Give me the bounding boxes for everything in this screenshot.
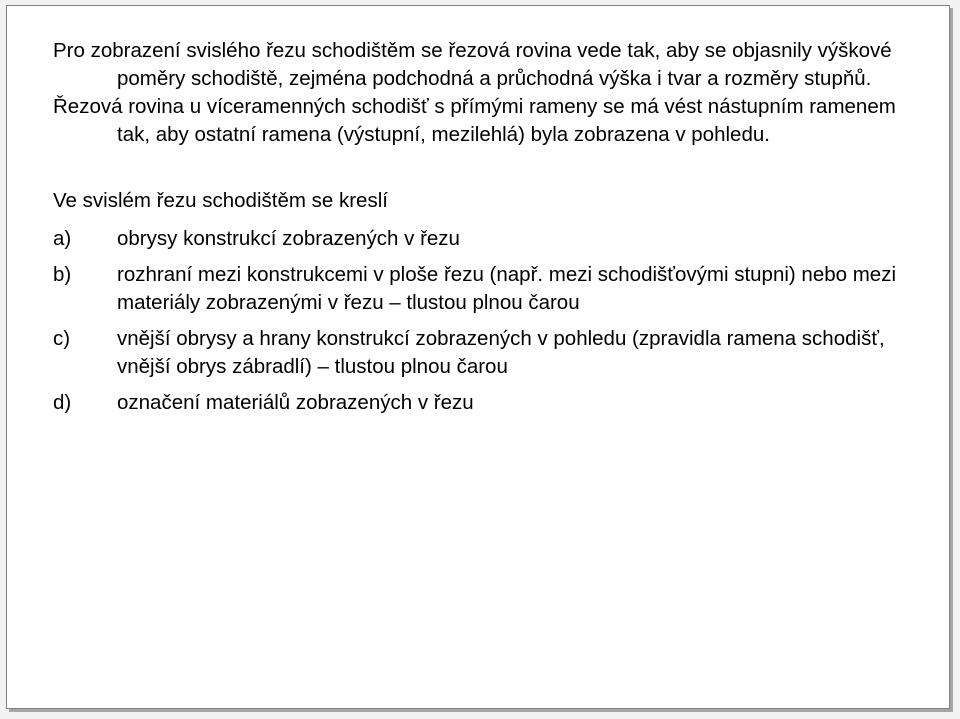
- section-heading: Ve svislém řezu schodištěm se kreslí: [53, 189, 388, 212]
- paragraph-section-plane: Pro zobrazení svislého řezu schodištěm se řezová rovina vede tak, aby se objasnily výškové poměry schodiště, zejména podchodná a průchodná výška i tvar a rozměry stupňů.: [53, 39, 892, 90]
- list-item: [53, 225, 913, 253]
- list-item-text: označení materiálů zobrazených v řezu: [117, 391, 474, 414]
- paragraph-multi-flight-stairs: Řezová rovina u víceramenných schodišť s přímými rameny se má vést nástupním ramenem tak, aby ostatní ramena (výstupní, mezilehlá) byla zobrazena v pohledu.: [53, 95, 896, 146]
- list-item-text: rozhraní mezi konstrukcemi v ploše řezu (např. mezi schodišťovými stupni) nebo mezi materiály zobrazenými v řezu – tlustou plnou čarou: [117, 263, 897, 314]
- list-marker: b): [53, 263, 72, 286]
- list-marker: a): [53, 227, 72, 250]
- slide: [6, 5, 950, 709]
- list-item-text: vnější obrysy a hrany konstrukcí zobrazených v pohledu (zpravidla ramena schodišť, vnější obrys zábradlí) – tlustou plnou čarou: [117, 327, 885, 378]
- list-item: [53, 389, 913, 417]
- list-marker: c): [53, 327, 71, 350]
- list-item: [53, 261, 913, 317]
- list-marker: d): [53, 391, 72, 414]
- slide-content: [53, 37, 913, 425]
- drawing-items-list: [53, 225, 913, 417]
- list-item-text: obrysy konstrukcí zobrazených v řezu: [117, 227, 460, 250]
- list-item: [53, 325, 913, 381]
